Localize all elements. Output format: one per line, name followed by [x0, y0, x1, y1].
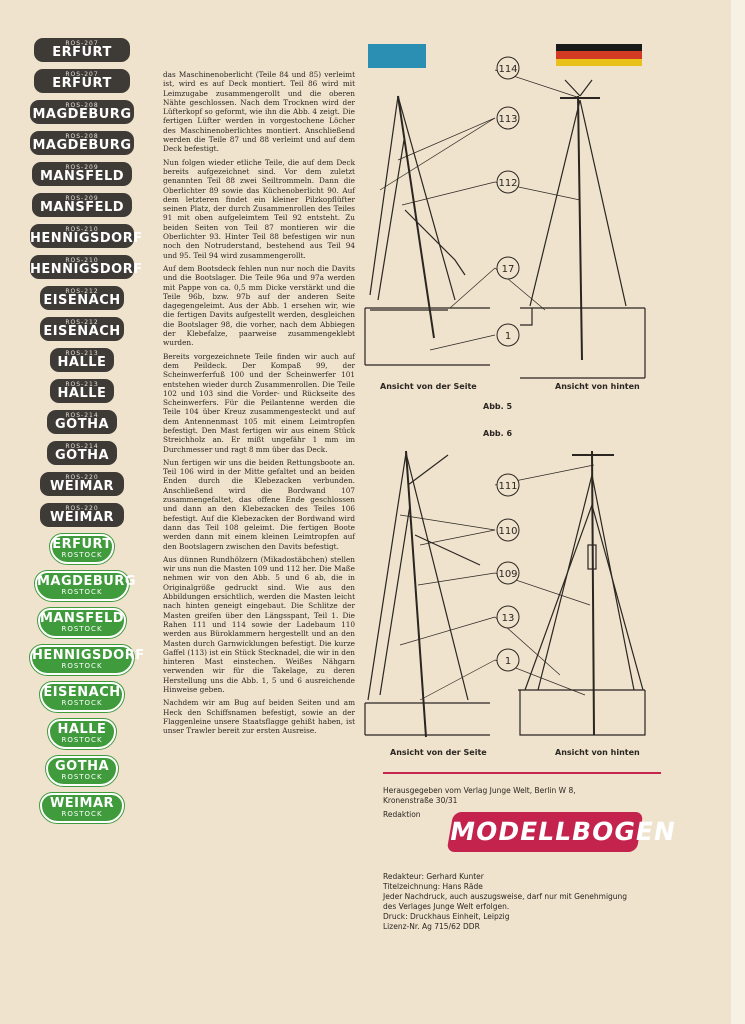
badge-code: ROS-209: [65, 195, 99, 202]
publisher-address: Kronenstraße 30/31: [383, 796, 458, 805]
badge-port: ROSTOCK: [61, 662, 103, 670]
badge-code: ROS-213: [65, 350, 99, 357]
name-badge: [32, 193, 132, 217]
bow-name-badge: [35, 571, 136, 601]
name-badge: [30, 131, 134, 155]
badge-port: ROSTOCK: [61, 773, 103, 781]
label-113: 113: [498, 114, 518, 125]
figure-6-title: Abb. 6: [483, 429, 513, 438]
divider: [383, 772, 661, 774]
badge-code: ROS-210: [65, 226, 99, 233]
bow-name-badge: [30, 645, 145, 675]
badge-name: HENNIGSDORF: [30, 231, 143, 246]
badge-name: MAGDEBURG: [32, 138, 132, 153]
bow-name-badge: [38, 608, 126, 638]
badge-code: ROS-214: [65, 443, 99, 450]
badge-code: ROS-209: [65, 164, 99, 171]
badge-port: ROSTOCK: [61, 588, 103, 596]
label-111: 111: [498, 481, 518, 492]
credit-line: Jeder Nachdruck, auch auszugsweise, darf nur mit Genehmigung: [383, 892, 628, 901]
badge-name: HALLE: [57, 386, 107, 401]
bow-name-badge: [50, 534, 114, 564]
badge-name: ERFURT: [52, 45, 112, 60]
badge-name: HENNIGSDORF: [32, 648, 145, 663]
stay-side: [368, 453, 406, 700]
badge-name: GOTHA: [54, 759, 110, 774]
paragraph: Bereits vorgezeichnete Teile finden wir auch auf dem Peildeck. Der Kompaß 99, der Scheinwerferfuß 100 und der Scheinwerfer 101 entstehen wieder durch Zusammenrollen. Die Teile 102 und 103 sind die Vorder- und Rückseite des Scheinwerfers. Für die Peilantenne werden die Teile 104 über Kreuz zusammengesteckt und auf dem Antennenmast 105 mit einem Leimtropfen befestigt. Den Mast fertigen wir aus einem Stück Streichholz an. Er mißt ungefähr 1 mm im Durchmesser und ragt 8 mm über das Deck.: [163, 351, 355, 454]
badge-code: ROS-214: [65, 412, 99, 419]
bow-name-badge: [46, 756, 118, 786]
label-17: 17: [501, 264, 515, 275]
badge-code: ROS-220: [65, 474, 99, 481]
badge-port: ROSTOCK: [61, 625, 103, 633]
badge-name: WEIMAR: [49, 796, 115, 811]
label-1: 1: [504, 656, 512, 667]
publisher-redaktion: Redaktion: [383, 810, 421, 819]
label-109: 109: [498, 569, 518, 580]
paragraph: Nachdem wir am Bug auf beiden Seiten und am Heck den Schiffsnamen befestigt, sowie an der Flaggenleine unsere Staatsflagge gehißt haben, ist unser Trawler bereit zur ersten Ausreise.: [163, 698, 355, 736]
name-badge: [50, 348, 114, 372]
instruction-text: [163, 70, 355, 739]
badge-name: ERFURT: [52, 76, 112, 91]
badge-port: ROSTOCK: [61, 551, 103, 559]
name-badge: [40, 503, 124, 527]
badge-name: EISENACH: [43, 324, 121, 339]
name-badge: [50, 379, 114, 403]
figure-5-title: Abb. 5: [483, 402, 513, 411]
badge-port: ROSTOCK: [61, 810, 103, 818]
badge-code: ROS-208: [65, 133, 99, 140]
badge-name: HALLE: [57, 355, 107, 370]
badge-name: WEIMAR: [49, 479, 115, 494]
name-badge: [32, 162, 132, 186]
mast-back: [592, 451, 594, 735]
caption-side-view: Ansicht von der Seite: [390, 748, 487, 757]
badge-code: ROS-213: [65, 381, 99, 388]
badge-name: EISENACH: [43, 685, 121, 700]
hull-back: [520, 690, 645, 735]
hull-side: [365, 703, 490, 735]
publisher-line: Herausgegeben vom Verlag Junge Welt, Berlin W 8,: [383, 786, 576, 795]
bow-name-badge: [48, 719, 116, 749]
name-badge: [30, 224, 143, 248]
badge-name: MAGDEBURG: [37, 574, 136, 589]
badge-name: MANSFELD: [40, 611, 125, 626]
credits: [383, 872, 693, 932]
credit-line: Titelzeichnung: Hans Räde: [383, 882, 483, 891]
caption-back-view: Ansicht von hinten: [555, 748, 640, 757]
badge-name: HALLE: [57, 722, 107, 737]
bow-name-badge: [40, 682, 124, 712]
badge-name: MANSFELD: [39, 200, 125, 215]
badge-name: WEIMAR: [49, 510, 115, 525]
badge-name: EISENACH: [43, 293, 121, 308]
paragraph: Nun fertigen wir uns die beiden Rettungsboote an. Teil 106 wird in der Mitte gefaltet und an beiden Enden durch die Klebezacken verbunden. Anschließend wird die Bordwand 107 zusammengefaltet, das offene Ende geschlossen und dann an den Klebezacken des Teiles 106 befestigt. Auf die Klebezacken der Bordwand wird dann das Teil 108 geleimt. Die fertigen Boote werden dann mit einem kleinen Leimtropfen auf den Bootslagern zwischen den Davits befestigt.: [163, 457, 355, 551]
badge-code: ROS-207: [65, 71, 99, 78]
name-badge: [40, 472, 124, 496]
badge-name: GOTHA: [54, 448, 110, 463]
name-badge: [47, 441, 117, 465]
badge-name: MANSFELD: [39, 169, 125, 184]
badge-name: MAGDEBURG: [32, 107, 132, 122]
badge-code: ROS-208: [65, 102, 99, 109]
figure-5-drawing: [360, 60, 660, 390]
name-badge: [34, 38, 130, 62]
paragraph: Aus dünnen Rundhölzern (Mikadostäbchen) stellen wir uns nun die Masten 109 und 112 her. Die Maße nehmen wir von den Abb. 5 und 6 ab, die in Originalgröße gedruckt sind. Wie aus den Abbildungen ersichtlich, werden die Masten leicht nach hinten geneigt eingebaut. Die Schlitze der Masten greifen über den Längsspant, Teil 1. Die Rahen 111 und 114 sowie der Ladebaum 110 werden aus Büroklammern hergestellt und an den Masten durch Garnwicklungen befestigt. Die kurze Gaffel (113) ist ein Stück Stecknadel, die wir in den hinteren Mast einstechen. Weißes Nähgarn verwenden wir für die Takelage, zu deren Herstellung uns die Abb. 1, 5 und 6 ausreichende Hinweise geben.: [163, 554, 355, 694]
name-badge: [40, 286, 124, 310]
name-badge: [47, 410, 117, 434]
badge-name: HENNIGSDORF: [30, 262, 143, 277]
label-114: 114: [498, 64, 518, 75]
badge-code: ROS-212: [65, 319, 99, 326]
credit-line: Lizenz-Nr. Ag 715/62 DDR: [383, 922, 480, 931]
badge-port: ROSTOCK: [61, 736, 103, 744]
name-badge: [30, 100, 134, 124]
label-112: 112: [498, 178, 518, 189]
credit-line: Druck: Druckhaus Einheit, Leipzig: [383, 912, 510, 921]
badge-code: ROS-220: [65, 505, 99, 512]
name-badge: [30, 255, 143, 279]
badge-name: ERFURT: [52, 537, 112, 552]
badge-port: ROSTOCK: [61, 699, 103, 707]
caption-side-view: Ansicht von der Seite: [380, 382, 477, 391]
page-edge: [731, 0, 745, 1024]
badge-code: ROS-212: [65, 288, 99, 295]
shroud-side: [378, 140, 404, 300]
label-1: 1: [504, 331, 512, 342]
mast-back: [578, 96, 582, 360]
hull-side: [365, 308, 490, 365]
name-badge: [34, 69, 130, 93]
ship-name-badges: [30, 38, 145, 830]
boom-side: [405, 210, 465, 275]
caption-back-view: Ansicht von hinten: [555, 382, 640, 391]
badge-code: ROS-207: [65, 40, 99, 47]
badge-name: GOTHA: [54, 417, 110, 432]
credit-line: Redakteur: Gerhard Kunter: [383, 872, 484, 881]
name-badge: [40, 317, 124, 341]
paragraph: das Maschinenoberlicht (Teile 84 und 85) verleimt ist, wird es auf Deck montiert. Teil 86 wird mit Leimzugabe zusammengerollt und die oberen Nähte geschlossen. Nach dem Trocknen wird der Lüfterkopf so geformt, wie ihn die Abb. 4 zeigt. Die fertigen Lüfter werden in vorgestochene Löcher des Maschinenoberlichtes montiert. Anschließend werden die Teile 87 und 88 verleimt und auf dem Deck befestigt.: [163, 70, 355, 154]
label-110: 110: [498, 526, 518, 537]
label-13: 13: [501, 613, 515, 624]
figure-6-drawing: [360, 445, 660, 745]
backstay-side: [398, 96, 455, 300]
bow-name-badge: [40, 793, 124, 823]
mast-side: [398, 96, 434, 338]
paragraph: Auf dem Bootsdeck fehlen nun nur noch die Davits und die Bootslager. Die Teile 96a und 97a werden mit Pappe von ca. 0,5 mm Dicke verstärkt und die Teile 96b, bzw. 97b auf der anderen Seite dagegengeleimt. Aus der Abb. 1 ersehen wir, wie die fertigen Davits aufgestellt werden, desgleichen die Bootslager 98, die vorher, nach dem Abbiegen der Klebefalze, paarweise zusammengeklebt wurden.: [163, 263, 355, 348]
badge-code: ROS-210: [65, 257, 99, 264]
modellbogen-logo: MODELLBOGEN: [446, 812, 643, 852]
credit-line: des Verlages Junge Welt erfolgen.: [383, 902, 510, 911]
paragraph: Nun folgen wieder etliche Teile, die auf dem Deck bereits aufgezeichnet sind. Vor dem zuletzt genannten Teil 88 zwei Seiltrommeln. Dann die Oberlichter 89 sowie das Küchenoberlicht 90. Auf dem letzteren findet ein kleiner Pilzkopflüfter seinen Platz, der durch Zusammenrollen des Teiles 91 mit oben aufgeleimtem Teil 92 entsteht. Zu beiden Seiten von Teil 87 montieren wir die Oberlichter 93. Hinter Teil 88 befestigen wir nun noch den Notruderstand, bestehend aus Teil 94 und 95. Teil 94 wird zusammengerollt.: [163, 157, 355, 260]
